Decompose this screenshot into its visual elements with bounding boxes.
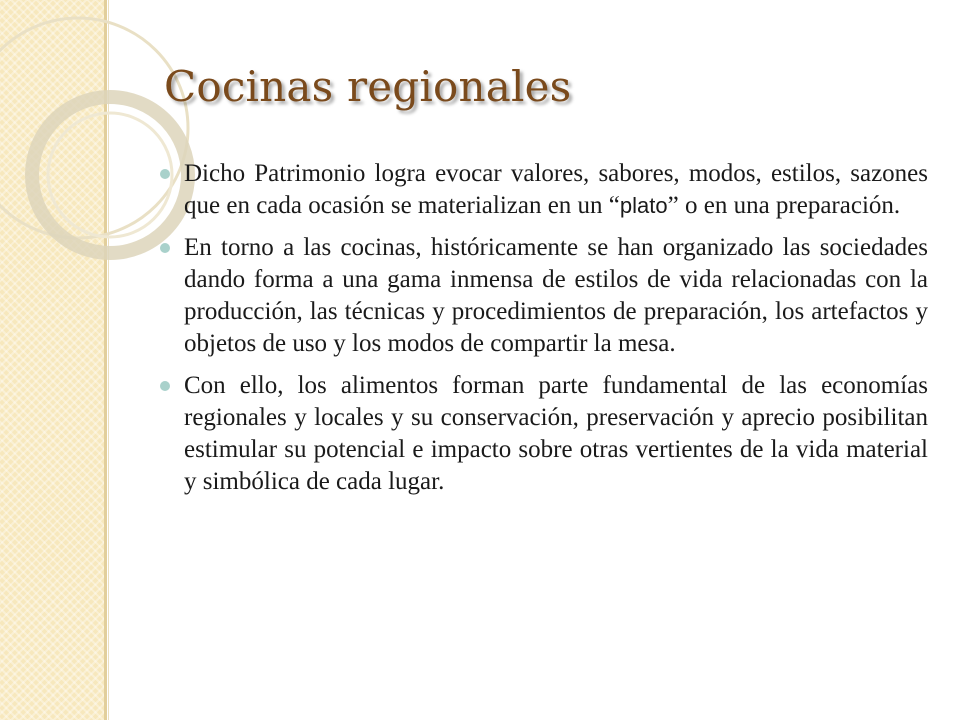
bullet-text-end: ” o en una preparación. xyxy=(667,192,901,219)
bullet-text-start: Dicho Patrimonio logra evocar valores, sabores, modos, estilos, sazones que en cada ocasión se materializan en un “ xyxy=(184,160,928,219)
bullet-dot-icon xyxy=(160,243,170,253)
bullet-item-patrimonio xyxy=(160,158,928,222)
bullet-item-alimentos xyxy=(160,370,928,498)
bullet-text: Con ello, los alimentos forman parte fundamental de las economías regionales y locales y su conservación, preservación y aprecio posibilitan estimular su potencial e impacto sobre otras vertientes de la vida material y simbólica de cada lugar. xyxy=(184,372,928,495)
bullet-item-cocinas xyxy=(160,232,928,360)
bullet-list xyxy=(160,158,928,498)
slide-content xyxy=(160,158,928,508)
bullet-emphasis-plato: plato xyxy=(619,193,668,218)
bullet-dot-icon xyxy=(160,381,170,391)
bullet-text: En torno a las cocinas, históricamente se han organizado las sociedades dando forma a una gama inmensa de estilos de vida relacionadas con la producción, las técnicas y procedimientos de preparación, los artefactos y objetos de uso y los modos de compartir la mesa. xyxy=(184,234,928,357)
slide-title: Cocinas regionales xyxy=(164,62,572,111)
bullet-dot-icon xyxy=(160,169,170,179)
small-ring xyxy=(48,113,172,237)
